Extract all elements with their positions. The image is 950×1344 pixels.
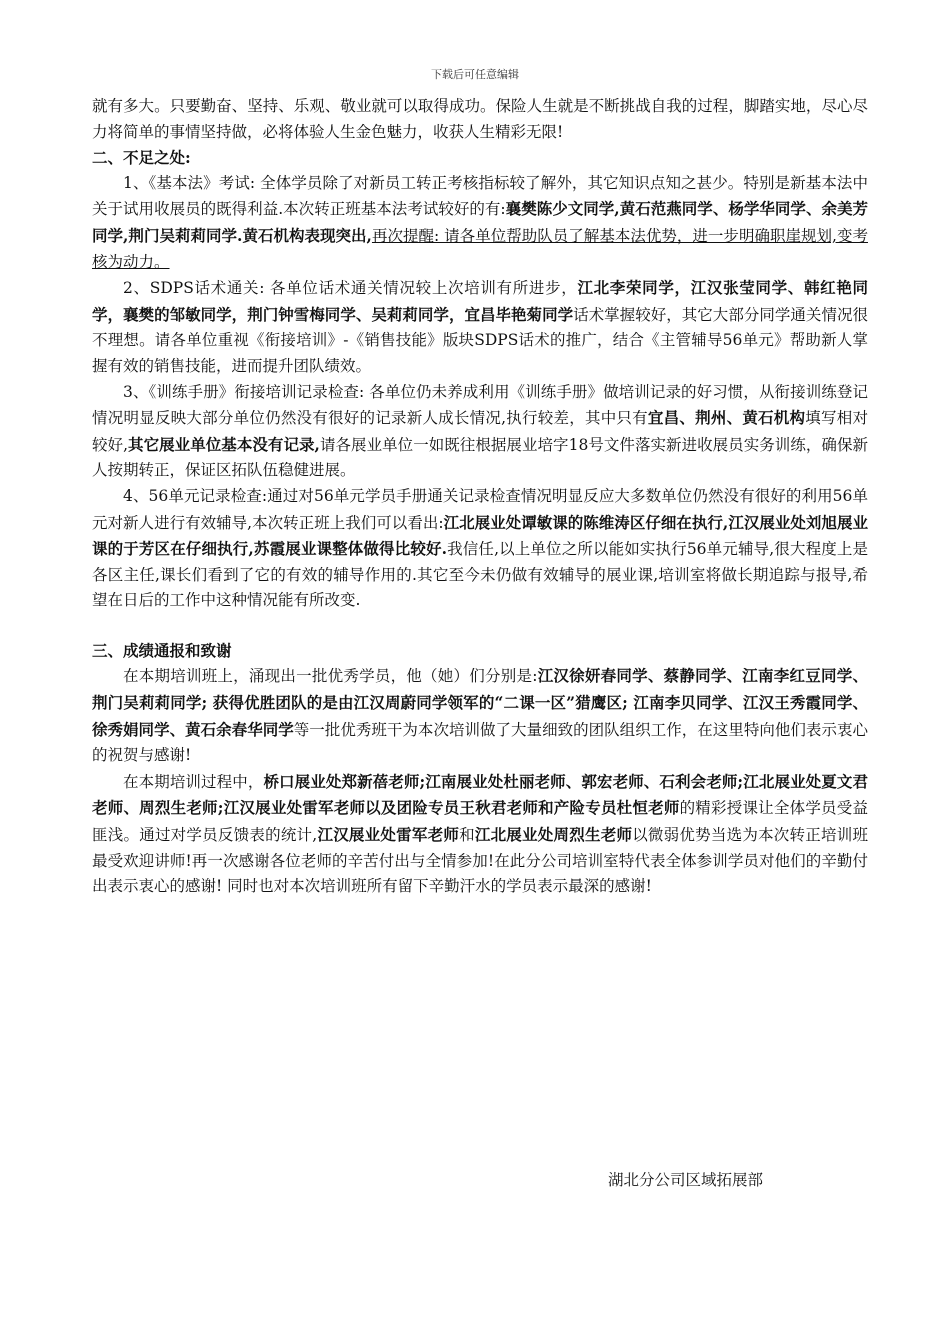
item-1-underlined-reminder: 再次提醒: 请各单位帮助队员了解基本法优势，进一步明确职崖规划,变考核为动力。	[92, 226, 868, 271]
item-3-text-b: 填写相对较好,	[92, 409, 868, 454]
para-2-bold-a: 桥口展业处郑新蓓老师;江南展业处杜丽老师、郭宏老师、石利会老师;江北展业处夏文君老师、周烈生老师;江汉展业处雷军老师以及团险专员王秋君老师和产险专员杜恒老师	[92, 771, 868, 818]
item-4-text-b: 我信任,以上单位之所以能如实执行56单元辅导,很大程度上是各区主任,课长们看到了它的有效的辅导作用的.其它至今未仍做有效辅导的展业课,培训室将做长期追踪与报导,希望在日后的工作中这种情况能有所改变.	[92, 540, 868, 610]
intro-paragraph	[92, 94, 868, 145]
para-1-text-b: 等一批优秀班干为本次培训做了大量细致的团队组织工作，在这里特向他们表示衷心的祝贺与感谢!	[92, 720, 868, 765]
para-1-text-a: 在本期培训班上，涌现出一批优秀学员，他（她）们分别是:	[123, 667, 538, 686]
para-1-bold: 江汉徐妍春同学、蔡静同学、江南李红豆同学、荆门吴莉莉同学; 获得优胜团队的是由江汉周蔚同学领军的“二课一区”猎鹰区; 江南李贝同学、江汉王秀霞同学、徐秀娟同学、黄石余春华同学	[92, 666, 868, 739]
section-2-item-4	[92, 484, 868, 614]
section-3-paragraph-1	[92, 663, 868, 768]
intro-text: 就有多大。只要勤奋、坚持、乐观、敬业就可以取得成功。保险人生就是不断挑战自我的过程，脚踏实地，尽心尽力将简单的事情坚持做，必将体验人生金色魅力，收获人生精彩无限!	[92, 97, 868, 141]
item-1-text: 1、《基本法》考试: 全体学员除了对新员工转正考核指标较了解外，其它知识点知之甚少。特别是新基本法中关于试用收展员的既得利益.本次转正班基本法考试较好的有:	[92, 173, 868, 219]
item-3-text-c: 请各展业单位一如既往根据展业培字18号文件落实新进收展员实务训练，确保新人按期转正，保证区拓队伍稳健进展。	[92, 435, 868, 480]
section-2-item-3	[92, 380, 868, 484]
para-2-bold-b: 江汉展业处雷军老师	[317, 825, 460, 845]
signature: 湖北分公司区域拓展部	[608, 1171, 764, 1189]
section-2-heading: 二、不足之处:	[92, 148, 191, 168]
item-4-text-a: 4、56单元记录检查:通过对56单元学员手册通关记录检查情况明显反应大多数单位仍然没有很好的利用56单元对新人进行有效辅导,本次转正班上我们可以看出:	[92, 486, 868, 532]
item-2-bold: 江北李荣同学，江汉张莹同学、韩红艳同学，襄樊的邹敏同学，荆门钟雪梅同学、吴莉莉同学，宜昌毕艳菊同学	[92, 278, 868, 324]
section-3-paragraph-2	[92, 769, 868, 900]
document-body	[92, 94, 868, 900]
item-1-bold: 襄樊陈少文同学,黄石范燕同学、杨学华同学、余美芳同学,荆门吴莉莉同学.黄石机构表现突出,	[92, 199, 868, 245]
item-3-bold-a: 宜昌、荆州、黄石机构	[647, 408, 806, 428]
para-2-bold-c: 江北展业处周烈生老师	[474, 825, 633, 845]
para-2-text-b: 的精彩授课让全体学员受益匪浅。通过对学员反馈表的统计,	[92, 799, 868, 845]
section-spacer	[92, 614, 868, 638]
item-2-text-a: 2、SDPS话术通关: 各单位话术通关情况较上次培训有所进步，	[123, 279, 578, 298]
item-2-text-b: 话术掌握较好，其它大部分同学通关情况很不理想。请各单位重视《衔接培训》-《销售技能》版块SDPS话术的推广，结合《主管辅导56单元》帮助新人掌握有效的销售技能，进而提升团队绩效。	[92, 305, 868, 375]
section-2-item-1	[92, 171, 868, 275]
page-header: 下载后可任意编辑	[431, 68, 519, 81]
section-2-item-2	[92, 275, 868, 379]
para-2-text-a: 在本期培训过程中，	[123, 772, 264, 791]
para-2-text-d: 以微弱优势当选为本次转正培训班最受欢迎讲师!再一次感谢各位老师的辛苦付出与全情参加!在此分公司培训室特代表全体参训学员对他们的辛勤付出表示衷心的感谢! 同时也对本次培训班所有留下辛勤汗水的学员表示最深的感谢!	[92, 826, 868, 896]
section-3-heading: 三、成绩通报和致谢	[92, 640, 232, 660]
item-3-bold-b: 其它展业单位基本没有记录,	[128, 434, 320, 454]
item-4-bold: 江北展业处谭敏课的陈维涛区仔细在执行,江汉展业处刘旭展业课的于芳区在仔细执行,苏霞展业课整体做得比较好.	[92, 512, 868, 559]
para-2-text-c: 和	[459, 826, 475, 845]
item-3-text-a: 3、《训练手册》衔接培训记录检查: 各单位仍未养成利用《训练手册》做培训记录的好习惯，从衔接训练登记情况明显反映大部分单位仍然没有很好的记录新人成长情况,执行较差，其中只有	[92, 382, 868, 428]
